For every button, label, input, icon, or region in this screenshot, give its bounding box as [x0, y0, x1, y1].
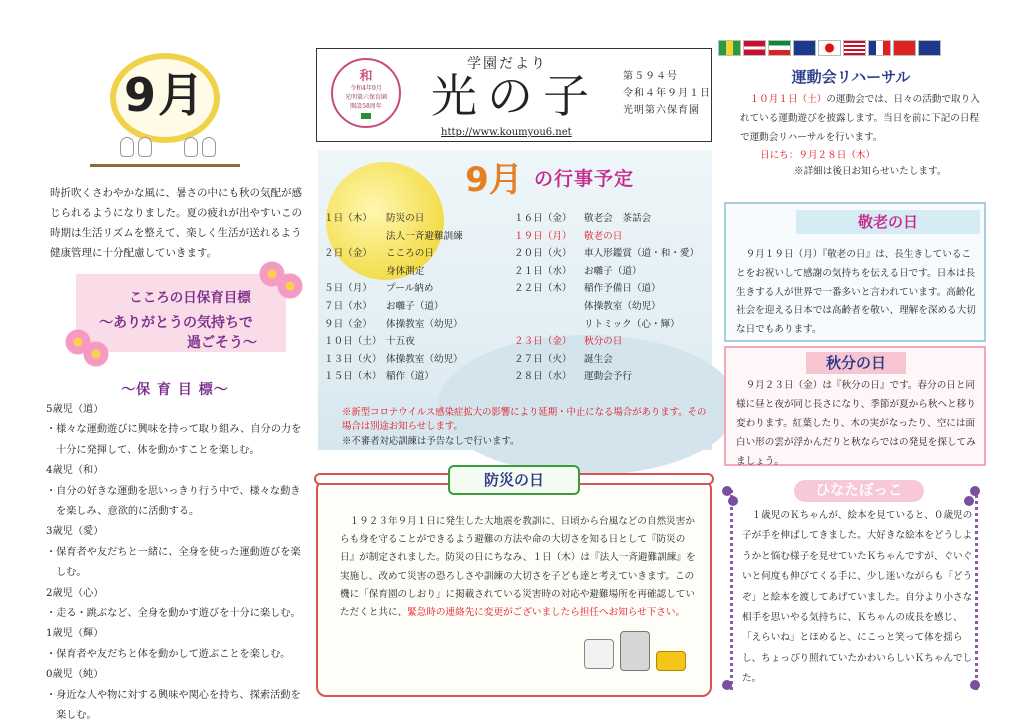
event-date — [324, 263, 386, 281]
backpack-icon — [620, 631, 650, 671]
grape-icon — [964, 496, 974, 506]
event-text: こころの日 — [386, 248, 434, 260]
nursery-logo — [331, 58, 401, 128]
event-text: リトミック（心・輝） — [584, 318, 680, 330]
event-row — [514, 316, 699, 334]
event-date: ２２日（木） — [514, 283, 572, 295]
masthead-subtitle: 学園だより — [467, 56, 547, 72]
event-text: お囃子（道） — [386, 300, 444, 312]
event-row — [324, 351, 463, 369]
flag-icon — [893, 40, 916, 56]
event-date: １６日（金） — [514, 213, 572, 224]
flags-banner — [718, 40, 986, 62]
logo-wa-text: 和 — [359, 69, 373, 84]
event-date: １９日（月） — [514, 230, 572, 242]
rehearsal-date: 日にち：９月２８日（木） — [760, 150, 876, 161]
event-text: お囃子（道） — [584, 265, 642, 277]
masthead-title: 光の子 — [431, 69, 599, 123]
kokoro-title: こころの日保育目標 — [129, 290, 251, 306]
event-date: ２３日（金） — [514, 336, 572, 348]
flag-icon — [718, 40, 741, 56]
goals-list — [46, 400, 302, 723]
helmet-icon — [584, 639, 614, 669]
goal-text: ・様々な運動遊びに興味を持って取り組み、自分の力を十分に発揮して、体を動かすことを楽しむ。 — [46, 424, 302, 456]
event-row — [324, 228, 463, 246]
event-text: 体操教室（幼児） — [386, 318, 463, 330]
event-row — [324, 316, 463, 334]
kokoro-subtitle-line1: ～ありがとうの気持ちで — [99, 315, 253, 331]
goal-age: 4歳児（和） — [46, 465, 104, 477]
grape-icon — [970, 486, 980, 496]
goals-title: ～保 育 目 標～ — [121, 382, 229, 398]
event-row — [324, 245, 463, 263]
grape-icon — [722, 680, 732, 690]
event-text: 敬老の日 — [584, 230, 623, 242]
events-left-column — [324, 210, 463, 386]
rehearsal-text: の運動会では、日々の活動で取り入れている運動遊びを披露します。当日を前に下記の日程で運動会リハーサルを行います。 — [740, 94, 980, 144]
event-row — [514, 351, 699, 369]
drill-note: ※不審者対応訓練は予告なしで行います。 — [342, 435, 520, 447]
goal-text: ・自分の好きな運動を思いっきり行う中で、様々な動きを楽しみ、意欲的に活動する。 — [46, 485, 301, 518]
event-date: ２１日（水） — [514, 265, 572, 277]
event-text: 法人一斉避難訓練 — [386, 230, 463, 242]
keirou-section — [724, 202, 986, 342]
grape-icon — [722, 486, 732, 496]
event-row — [324, 263, 463, 281]
event-date — [324, 228, 386, 246]
logo-line2: 光明第六保育園 — [344, 94, 387, 101]
flag-icon — [818, 40, 841, 56]
event-date: ２０日（火） — [514, 248, 572, 260]
events-title-month: 9月 — [465, 160, 523, 200]
logo-mark-icon — [361, 113, 371, 119]
event-text: 十五夜 — [386, 336, 415, 348]
logo-line3: 開設58周年 — [350, 103, 382, 110]
event-text: 稲作予備日（道） — [584, 283, 661, 295]
rabbit-icon — [184, 137, 198, 157]
goal-age: 3歳児（愛） — [46, 526, 104, 538]
bousai-body — [340, 513, 696, 622]
event-text: 体操教室（幼児） — [584, 300, 661, 312]
rehearsal-date-red: １０月１日（土） — [749, 94, 827, 105]
flower-icon — [82, 340, 110, 368]
event-row — [514, 280, 699, 298]
event-row — [514, 368, 699, 386]
event-date: ２日（金） — [324, 248, 372, 260]
event-text: プール納め — [386, 283, 434, 295]
event-date: ２８日（水） — [514, 371, 572, 383]
covid-note: ※新型コロナウイルス感染症拡大の影響により延期・中止になる場合があります。その場合は別途お知らせします。 — [342, 407, 707, 433]
event-text: 誕生会 — [584, 353, 613, 365]
event-date: ５日（月） — [324, 283, 372, 295]
bousai-text-red: 緊急時の連絡先に変更がございましたら担任へお知らせ下さい。 — [407, 607, 686, 619]
event-date: ９日（金） — [324, 318, 372, 330]
event-text: 稲作（道） — [386, 371, 434, 383]
rabbit-icon — [138, 137, 152, 157]
bousai-section — [316, 465, 712, 702]
hinata-title: ひなたぼっこ — [794, 480, 924, 502]
event-date: １０日（土） — [324, 336, 382, 348]
masthead — [316, 48, 712, 142]
goal-text: ・保育者や友だちと体を動かして遊ぶことを楽しむ。 — [46, 648, 291, 660]
bousai-title: 防災の日 — [448, 465, 580, 495]
shubun-section — [724, 346, 986, 466]
events-title: の行事予定 — [534, 168, 635, 190]
event-text: 体操教室（幼児） — [386, 353, 463, 365]
kokoro-subtitle-line2: 過ごそう～ — [187, 335, 257, 351]
logo-line1: 令和4年9月 — [350, 85, 382, 92]
event-row — [324, 298, 463, 316]
flag-icon — [743, 40, 766, 56]
event-row — [514, 263, 699, 281]
keirou-title: 敬老の日 — [796, 210, 980, 234]
goal-age: 2歳児（心） — [46, 587, 104, 599]
disaster-kit-illustration — [584, 625, 694, 681]
goal-text: ・身近な人や物に対する興味や関心を持ち、探索活動を楽しむ。 — [46, 689, 301, 722]
flag-icon — [918, 40, 941, 56]
goal-text: ・保育者や友だちと一緒に、全身を使った運動遊びを楽しむ。 — [46, 546, 301, 579]
event-row — [514, 245, 699, 263]
event-text: 身体測定 — [386, 265, 425, 277]
events-schedule — [318, 150, 712, 452]
rehearsal-note: ※詳細は後日お知らせいたします。 — [794, 166, 947, 177]
event-row — [324, 280, 463, 298]
event-date: １５日（木） — [324, 371, 382, 383]
website-link[interactable]: http://www.koumyou6.net — [441, 127, 572, 138]
event-date — [514, 298, 584, 316]
rabbit-icon — [202, 137, 216, 157]
flag-icon — [793, 40, 816, 56]
flag-icon — [868, 40, 891, 56]
event-text: 車人形鑑賞（道・和・愛） — [584, 248, 700, 260]
event-date: １日（木） — [324, 213, 372, 224]
flag-icon — [768, 40, 791, 56]
event-row — [514, 210, 699, 228]
susuki-grass-illustration — [90, 145, 240, 167]
hinata-section — [714, 474, 990, 704]
bousai-text: １９２３年９月１日に発生した大地震を教訓に、日頃から台風などの自然災害からも身を守ることができるよう避難の方法や命の大切さを知る日として『防災の日』が制定されました。防災の日にちなみ、１日（木）は『法人一斉避難訓練』を実施し、改めて災害の恐ろしさや訓練の大切さを子ども達と考えていきます。この機に「保育園のしおり」に掲載されている災害時の対応や避難場所を再確認していただくと共に、 — [340, 516, 696, 619]
shubun-title: 秋分の日 — [806, 352, 906, 374]
event-text: 秋分の日 — [584, 336, 623, 348]
hinata-body: １歳児のＫちゃんが、絵本を見ていると、０歳児の子が手を伸ばしてきました。大好きな絵本をどうしようかと悩む様子を見せていたＫちゃんですが、ぐいぐいと何度も伸びてくる手に、少し迷いながらも「どうぞ」と絵本を渡してあげていました。自分より小さな相手を思いやる気持ちに、Ｋちゃんの成長を感じ、「えらいね」とほめると、にこっと笑って体を揺らし、ちょっぴり照れていたかわいらしいＫちゃんでした。 — [742, 510, 973, 685]
event-row — [324, 368, 463, 386]
hardhat-icon — [656, 651, 686, 671]
rehearsal-title: 運動会リハーサル — [791, 68, 911, 86]
goal-age: 5歳児（道） — [46, 404, 104, 415]
keirou-body: ９月１９日（月）『敬老の日』は、長生きしていることをお祝いして感謝の気持ちを伝える日です。日本は長生きする人が世界で一番多いと言われています。高齢化社会を迎える日本では高齢者を敬い、理解を深める大切な日でもあります。 — [736, 249, 976, 336]
month-badge — [80, 45, 250, 175]
goal-age: 1歳児（輝） — [46, 628, 104, 640]
shubun-body: ９月２３日（金）は『秋分の日』です。春分の日と同様に昼と夜が同じ長さになり、季節が夏から秋へと移り変わります。紅葉したり、木の実がなったり、空には面白い形の雲が浮かんだりと秋ならではの発見を探してみましょう。 — [736, 380, 976, 467]
event-date — [514, 316, 584, 334]
flag-icon — [843, 40, 866, 56]
event-row — [324, 333, 463, 351]
publisher: 光明第六保育園 — [623, 105, 700, 116]
event-row-holiday — [514, 228, 699, 246]
event-date: １３日（火） — [324, 353, 382, 365]
event-date: ２７日（火） — [514, 353, 572, 365]
month-badge-text: 9月 — [123, 68, 206, 122]
event-text: 防災の日 — [386, 213, 425, 224]
issue-number: 第５９４号 — [623, 71, 678, 82]
grape-icon — [728, 496, 738, 506]
event-row-holiday — [514, 333, 699, 351]
event-row — [514, 298, 699, 316]
intro-text: 時折吹くさわやかな風に、暑さの中にも秋の気配が感じられるようになりました。夏の疲れが出やすいこの時期は生活リズムを整えて、楽しく生活が送れるよう健康管理に十分配慮していきます。 — [50, 187, 302, 259]
rabbit-icon — [120, 137, 134, 157]
goal-age: 0歳児（純） — [46, 669, 104, 681]
event-date: ７日（水） — [324, 300, 372, 312]
rehearsal-body — [740, 90, 980, 148]
event-text: 敬老会 茶話会 — [584, 213, 652, 224]
events-right-column — [514, 210, 699, 386]
kokoro-goal-panel — [62, 262, 290, 362]
events-notes — [342, 406, 708, 449]
event-text: 運動会予行 — [584, 371, 632, 383]
goal-text: ・走る・跳ぶなど、全身を動かす遊びを十分に楽しむ。 — [46, 608, 301, 620]
event-row — [324, 210, 463, 228]
issue-date: 令和４年９月１日 — [623, 88, 711, 99]
issue-info — [623, 68, 711, 119]
